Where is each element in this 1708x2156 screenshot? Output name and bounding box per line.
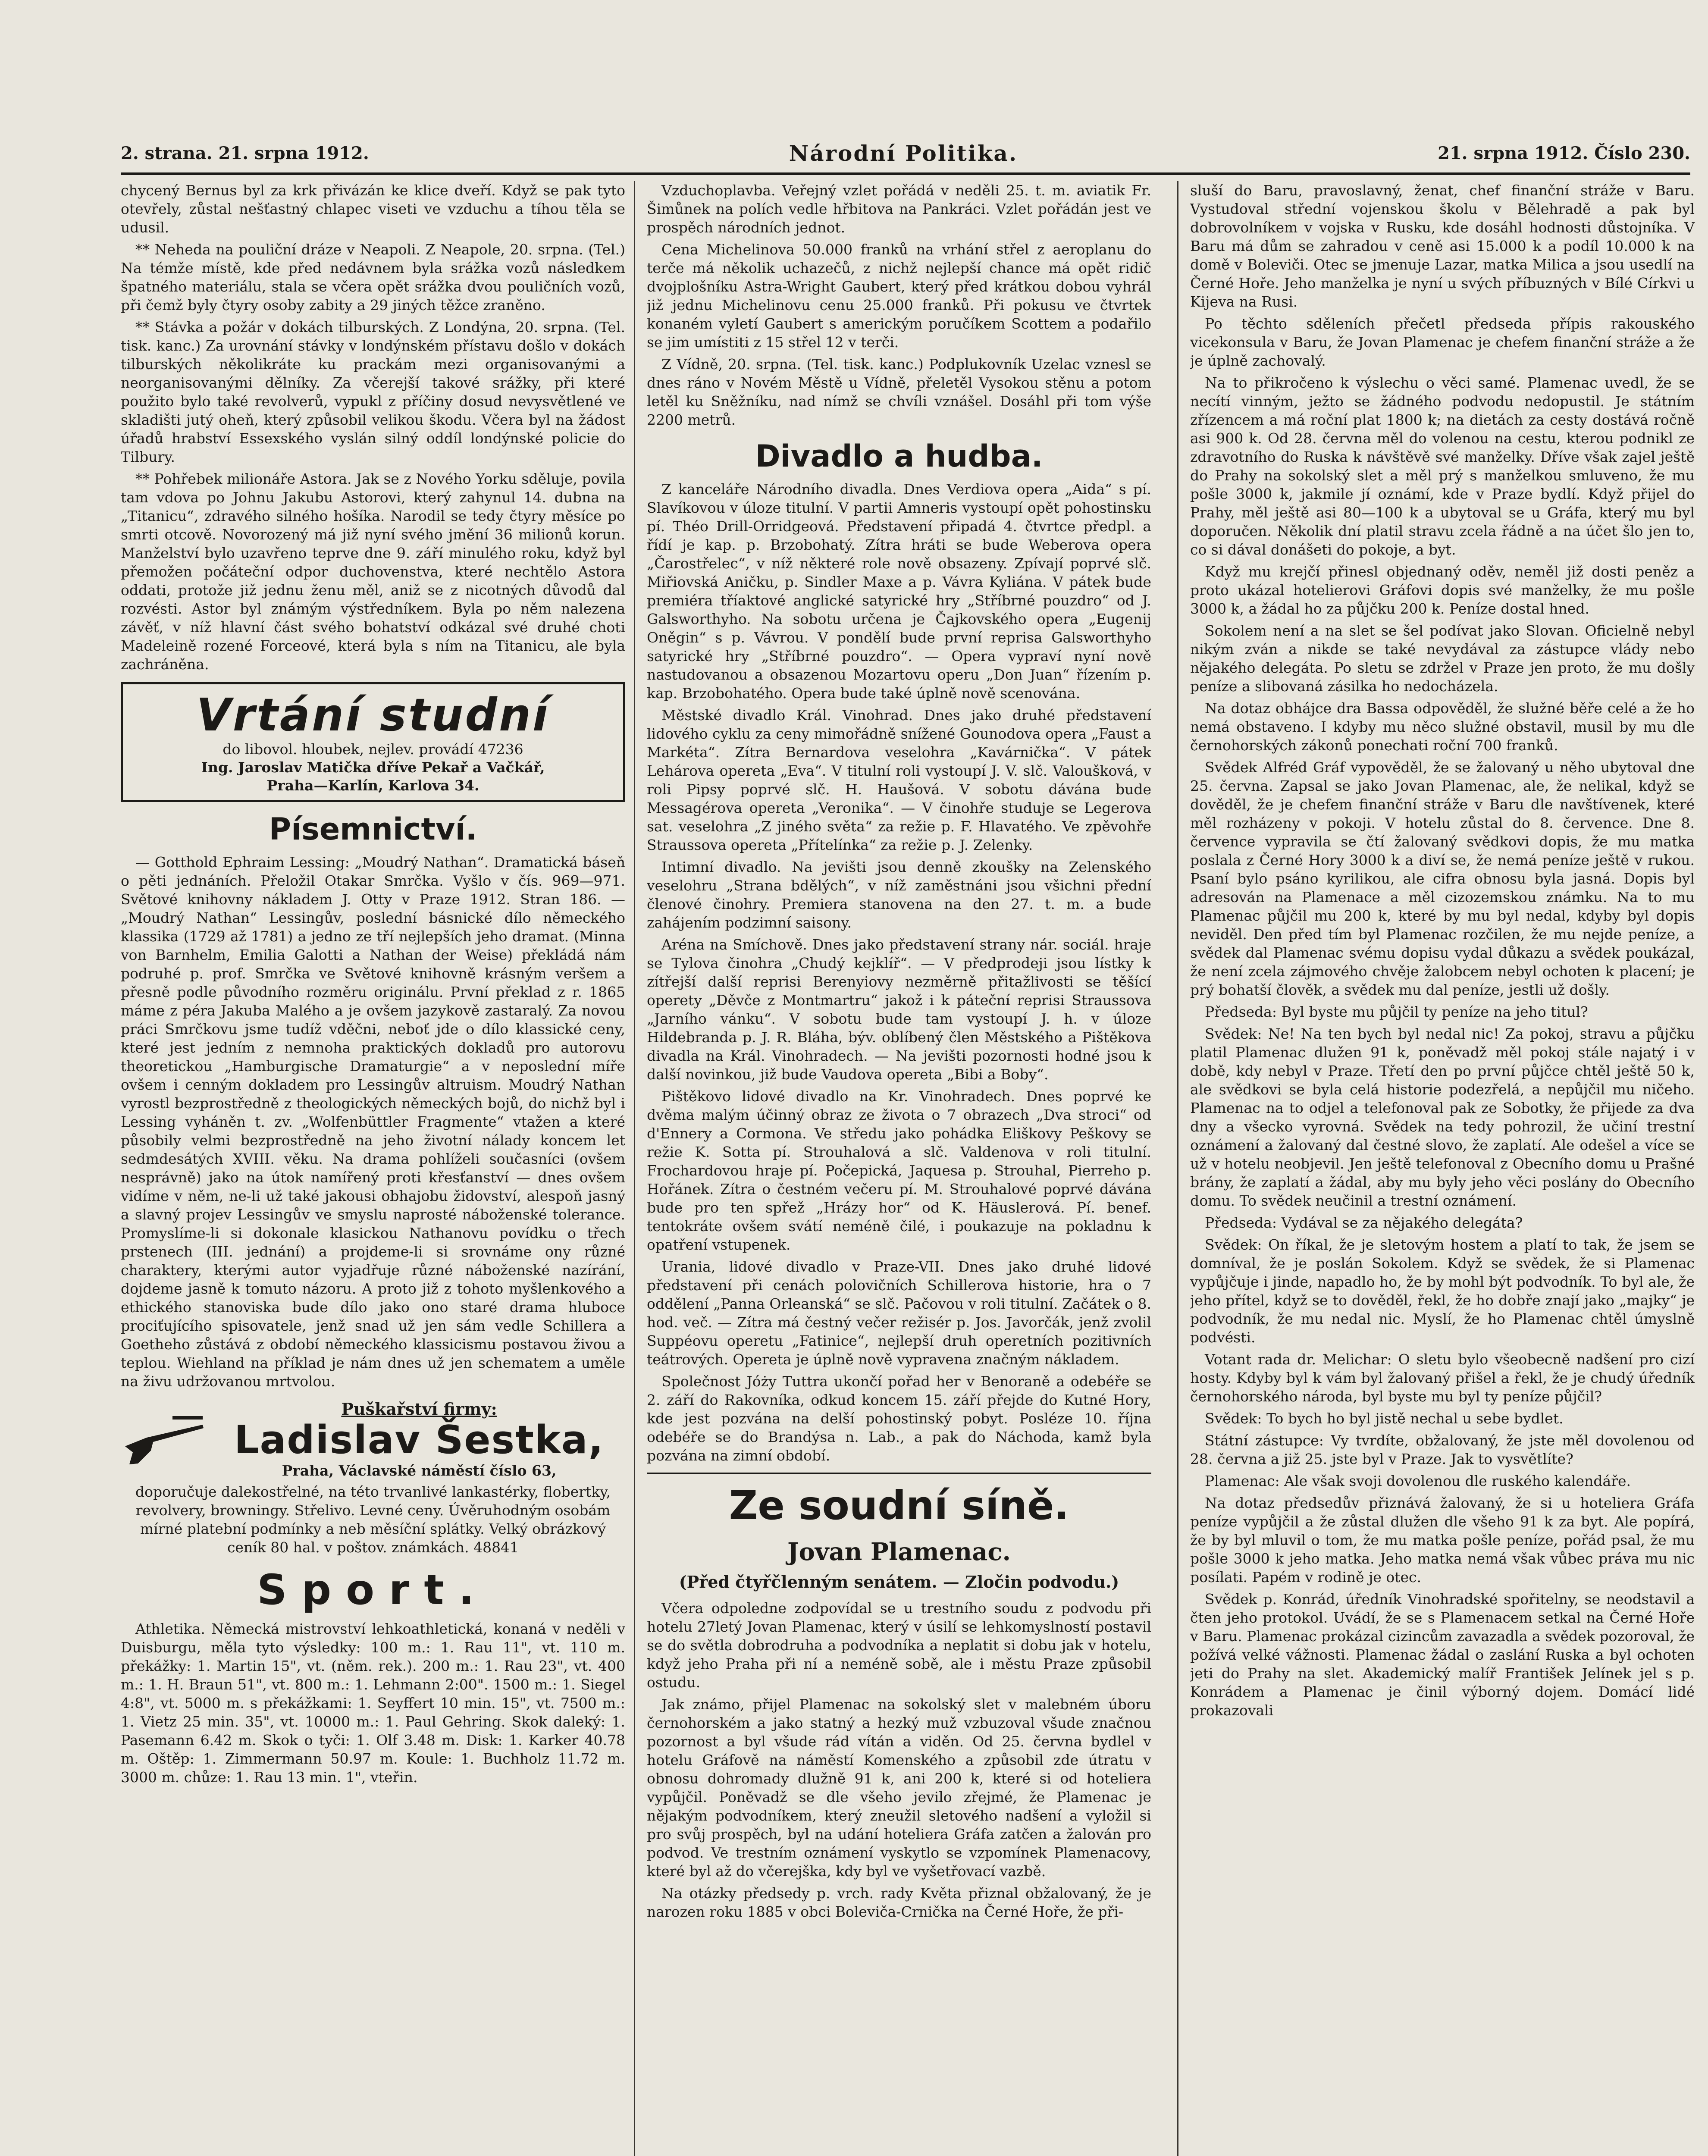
- article-paragraph: Jak známo, přijel Plamenac na sokolský slet v malebném úboru černohorském a jako statný a hezký muž vzbuzoval všude značnou pozornost a byl všude rád vítán a viděn. Od 25. června bydlel v hotelu Gráfově na náměstí Komenského a způsobil zde útratu v obnosu dohromady dlužně 91 k, ani 200 k, které si od hoteliera vypůjčil. Poněvadž se dle všeho jevilo zřejmé, že Plamenac je nějakým podvodníkem, který zneužil sletového nadšení a vyložil si pro svůj prospěch, byl na udání hoteliera Gráfa zatčen a žalován pro podvod. Ve trestním oznámení vyskytlo se vzpomínek Plamenacovy, které byl až do včerejška, kdy byl ve vyšetřovací vazbě.: [647, 1696, 1151, 1880]
- column-1: [121, 181, 625, 2156]
- article-paragraph: ** Neheda na pouliční dráze v Neapoli. Z Neapole, 20. srpna. (Tel.) Na témže místě, kde před nedávnem byla srážka vozů následkem špatného materiálu, stala se včera opět srážka dvou pouličních vozů, při čemž byly čtyry osoby zabity a 29 jiných těžce zraněno.: [121, 241, 625, 313]
- article-paragraph: sluší do Baru, pravoslavný, ženat, chef finanční stráže v Baru. Vystudoval střední vojenskou školu v Bělehradě a pak byl dobrovolníkem v vojska v Rusku, kde dosáhl hodnosti důstojníka. V Baru má dům se zahradou v ceně asi 15.000 k a podíl 10.000 k na domě v Boleviči. Otec se jmenuje Lazar, matka Milica a jsou usedlí na Černé Hoře. Jeho manželka je nyní u svých příbuzných v Bílé Církvi u Kijeva na Rusi.: [1190, 182, 1695, 310]
- article-paragraph: Když mu krejčí přinesl objednaný oděv, neměl již dosti peněz a proto ukázal hotelierovi Gráfovi dopis své manželky, že mu pošle 3000 k, a žádal ho za půjčku 200 k. Peníze dostal hned.: [1190, 563, 1695, 617]
- column-2: [647, 181, 1151, 2156]
- column-rule-2: [1177, 181, 1178, 2156]
- article-paragraph: ** Stávka a požár v dokách tilburských. Z Londýna, 20. srpna. (Tel. tisk. kanc.) Za urovnání stávky v londýnském přístavu došlo v dokách tilburských několikráte ku prackám mezi organisovanými a neorganisovanými dělníky. Za včerejší takové srážky, při které použito bylo také revolverů, vypukl z příčiny dosud nevysvětlené ve skladišti jutý oheň, který způsobil velikou škodu. Včera byl na žádost úřadů hrabství Essexského vyslán silný oddíl londýnské policie do Tilbury.: [121, 319, 625, 465]
- article-paragraph: Pištěkovo lidové divadlo na Kr. Vinohradech. Dnes poprvé ke dvěma malým účinný obraz ze života o 7 obrazech „Dva stroci“ od d'Ennery a Cormona. Ve středu jako pohádka Eliškovy Peškovy se režie K. Sotta pí. Strouhalová a slč. Valdenova v roli titulní. Frochardovou hraje pí. Počepická, Jaquesa p. Strouhal, Pierreho p. Hořánek. Zítra o čestném večeru pí. M. Strouhalové poprvé dávána bude pro ten spřež „Hrázy hor“ od K. Häuslerová. Pí. benef. tentokráte ovšem svátí neméně čilé, i poukazuje na pokladnu k opatření vstupenek.: [647, 1088, 1151, 1253]
- article-paragraph: Aréna na Smíchově. Dnes jako představení strany nár. sociál. hraje se Tylova činohra „Chudý kejklíř“. — V předprodeji jsou lístky k zítřejší další reprisi Berenyiovy nezměrně přitažlivosti se těšící operety „Děvče z Montmartru“ jakož i k páteční reprisi Straussova „Jarního vánku“. V sobotu bude tam vystoupí J. h. v úloze Hildebranda p. J. R. Bláha, býv. oblíbený člen Městského a Pištěkova divadla na Král. Vinohradech. — Na jevišti pozornosti hodné jsou k další novinkou, již bude Vaudova opereta „Bibi a Boby“.: [647, 936, 1151, 1083]
- article-paragraph: Státní zástupce: Vy tvrdíte, obžalovaný, že jste měl dovolenou od 28. června a již 25. jste byl v Praze. Jak to vysvětlíte?: [1190, 1432, 1695, 1467]
- section-heading-literature: Písemnictví.: [269, 812, 477, 847]
- masthead-left: 2. strana. 21. srpna 1912.: [121, 143, 369, 163]
- header-rule: [121, 172, 1690, 175]
- article-paragraph: Z Vídně, 20. srpna. (Tel. tisk. kanc.) Podplukovník Uzelac vznesl se dnes ráno v Novém Městě u Vídně, přeletěl Vysokou stěnu a potom letěl ku Sněžníku, nad nímž se chvíli vznášel. Dosáhl při tom výše 2200 metrů.: [647, 356, 1151, 428]
- article-paragraph: Svědek: On říkal, že je sletovým hostem a platí to tak, že jsem se domníval, že je poslán Sokolem. Když se svědek, že si Plamenac vypůjčuje i jinde, napadlo ho, že by mohl být podvodník. To byl ale, že jeho přítel, když se to dověděl, řekl, že ho dobře znají jako „majky“ je podvodník, že mu nedal nic. Myslí, že ho Plamenac chtěl úmyslně podvésti.: [1190, 1236, 1695, 1346]
- advert-gunsmith: [121, 1399, 625, 1480]
- article-paragraph: Na dotaz předsedův přiznává žalovaný, že si u hoteliera Gráfa peníze vypůjčil a že zůstal dlužen dle všeho 91 k za byt. Ale popírá, že by byl mluvil o tom, že mu matka pošle peníze, pořád psal, že mu pošle 3000 k jeho matka. Jeho matka nemá však vůbec práva mu nic posílati. Papém v rodině je otec.: [1190, 1495, 1695, 1586]
- advert-heading: Puškařství firmy:: [341, 1399, 497, 1419]
- masthead: [121, 138, 1690, 168]
- advert-address: Praha, Václavské náměstí číslo 63,: [282, 1462, 557, 1479]
- advert-well-drilling: [121, 682, 625, 802]
- article-paragraph: Svědek p. Konrád, úředník Vinohradské spořitelny, se neodstavil a čten jeho protokol. Uvádí, že se s Plamenacem setkal na Černé Hoře v Baru. Plamenac prokázal cizincům zavazadla a svědek pozoroval, že požívá velké vážnosti. Plamenac žádal o zaslání Ruska a byl ochoten jeti do Prahy na slet. Akademický malíř František Jelínek jel s p. Konrádem a Plamenac je činil výborný dojem. Domácí lidé prokazovali: [1190, 1591, 1695, 1719]
- advert-title: Vrtání studní: [196, 689, 550, 741]
- section-heading-court: Ze soudní síně.: [729, 1482, 1069, 1529]
- advert-company-name: Ladislav Šestka,: [234, 1417, 604, 1463]
- article-paragraph: Z kanceláře Národního divadla. Dnes Verdiova opera „Aida“ s pí. Slavíkovou v úloze titulní. V partii Amneris vystoupí opět pohostinsku pí. Théo Drill-Orridgeová. Představení připadá 4. čtvrtce předpl. a řídí je kap. p. Brzobohatý. Zítra hráti se bude Weberova opera „Čarostřelec“, v níž některé role nově obsazeny. Zpívají poprvé slč. Miřiovská Aničku, p. Sindler Maxe a p. Vávra Kyliána. V pátek bude premiéra tříaktové anglické satyrické hry „Stříbrné pouzdro“ od J. Galsworthyho. Na sobotu určena je Čajkovského opera „Eugenij Oněgin“ s p. Vávrou. V pondělí bude první reprisa Galsworthyho satyrické hry „Stříbrné pouzdro“. — Opera vypraví nyní nově nastudovanou a obsazenou Mozartovu operu „Don Juan“ řízením p. kap. Brzobohatého. Opera bude také úplně nově scenována.: [647, 481, 1151, 702]
- article-paragraph: Plamenac: Ale však svoji dovolenou dle ruského kalendáře.: [1205, 1473, 1631, 1489]
- article-paragraph: Cena Michelinova 50.000 franků na vrhání střel z aeroplanu do terče má několik uchazečů, z nichž nejlepší chance má opět ridič dvojplošníku Astra-Wright Gaubert, který před krátkou dobou vyhrál již jednu Michelinovu cenu 25.000 franků. Při pokusu ve čtvrtek konaném vyletí Gaubert s americkým poručíkem Scottem a podařilo se jim umístiti z 15 střel 12 v terči.: [647, 241, 1151, 351]
- article-paragraph: Svědek: Ne! Na ten bych byl nedal nic! Za pokoj, stravu a půjčku platil Plamenac dlužen 91 k, poněvadž měl pokoj stále najatý i v době, kdy nebyl v Praze. Třetí den po první půjčce chtěl ještě 50 k, ale svědkovi se byla celá historie podezřelá, a nepůjčil mu ničeho. Plamenac na to odjel a telefonoval pak ze Sobotky, že přijede za dva dny a všecko vyrovná. Svědek na tedy pohrozil, že učiní trestní oznámení a žalovaný dal čestné slovo, že zaplatí. Ale odešel a více se už v hotelu neobjevil. Jen ještě telefonoval z Obecního domu u Prašné brány, že zaplatí a žádal, aby mu byly jeho věci poslány do Obecního domu. To svědek neučinil a trestní oznámení.: [1190, 1025, 1695, 1209]
- article-paragraph: Urania, lidové divadlo v Praze-VII. Dnes jako druhé lidové představení při cenách polovičních Schillerova historie, hra o 7 oddělení „Panna Orleanská“ se slč. Pačovou v roli titulní. Začátek o 8. hod. več. — Zítra má čestný večer režisér p. Jos. Javorčák, jenž zvolil Suppéovu operetu „Fatinice“, nejlepší druh operetních pozitivních teátrových. Opereta je úplně nově vypravena značným nákladem.: [647, 1258, 1151, 1368]
- article-paragraph: Po těchto sděleních přečetl předseda přípis rakouského vicekonsula v Baru, že Jovan Plamenac je chefem finanční stráže a že je úplně zachovalý.: [1190, 315, 1695, 369]
- article-paragraph: ** Pohřebek milionáře Astora. Jak se z Nového Yorku sděluje, povila tam vdova po Johnu Jakubu Astorovi, který zahynul 14. dubna na „Titanicu“, zdravého silného hošíka. Narodil se tedy čtyry měsíce po smrti otcově. Novorozený má již nyní svého jmění 36 milionů korun. Manželství bylo uzavřeno teprve dne 9. září minulého roku, když byl přemožen počáteční odpor duchovenstva, které nechtělo Astora oddati, protože již jednu ženu měl, aniž se z nicotných důvodů dal rozvésti. Astor byl známým výstředníkem. Byla po něm nalezena závěť, v níž hlavní část svého bohatství odkázal své druhé choti Madeleině rozené Forceové, která byla s ním na Titanicu, ale byla zachráněna.: [121, 470, 625, 673]
- advert-line: Ing. Jaroslav Matička dříve Pekař a Vačkář,: [201, 759, 545, 776]
- section-heading-theatre: Divadlo a hudba.: [755, 439, 1043, 474]
- article-paragraph: Předseda: Byl byste mu půjčil ty peníze na jeho titul?: [1205, 1003, 1588, 1020]
- rifle-icon: [121, 1407, 207, 1472]
- masthead-right: 21. srpna 1912. Číslo 230.: [1438, 143, 1690, 163]
- masthead-title: Národní Politika.: [789, 140, 1018, 166]
- article-paragraph: Na dotaz obhájce dra Bassa odpověděl, že služné běře celé a že ho nemá obstaveno. I kdyby mu něco služné obstavil, musil by mu dle černohorských zákonů ponechati roční 700 franků.: [1190, 700, 1695, 754]
- article-paragraph: Včera odpoledne zodpovídal se u trestního soudu z podvodu při hotelu 27letý Jovan Plamenac, který v úsilí se lehkomyslností postavil se do světla dobrodruha a podvodníka a neplatit si dobu jak v hotelu, když jeho Praha při ní a neméně sobě, ale i městu Praze způsobil ostudu.: [647, 1600, 1151, 1691]
- article-paragraph: Athletika. Německá mistrovství lehkoathletická, konaná v neděli v Duisburgu, měla tyto výsledky: 100 m.: 1. Rau 11", vt. 110 m. překážky: 1. Martin 15", vt. (něm. rek.). 200 m.: 1. Rau 23", vt. 400 m.: 1. H. Braun 51", vt. 800 m.: 1. Lehmann 2:00". 1500 m.: 1. Siegel 4:8", vt. 5000 m. s překážkami: 1. Seyffert 10 min. 15", vt. 7500 m.: 1. Vietz 25 min. 35", vt. 10000 m.: 1. Paul Gehring. Skok daleký: 1. Pasemann 6.42 m. Skok o tyči: 1. Olf 3.48 m. Disk: 1. Karker 40.78 m. Oštěp: 1. Zimmermann 50.97 m. Koule: 1. Buchholz 11.72 m. 3000 m. chůze: 1. Rau 13 min. 1", vteřin.: [121, 1620, 625, 1786]
- article-subheading: Jovan Plamenac.: [787, 1538, 1011, 1566]
- section-divider: [647, 1473, 1151, 1474]
- article-paragraph: Předseda: Vydával se za nějakého delegáta?: [1205, 1214, 1523, 1231]
- article-paragraph: Sokolem není a na slet se šel podívat jako Slovan. Oficielně nebyl nikým zván a nikde se také nevydával za zástupce vlády nebo nějakého delegáta. Po sletu se zdržel v Praze jen proto, že mu došly peníze a slibovaná zásilka ho nedocházela.: [1190, 622, 1695, 695]
- article-subheading-note: (Před čtyřčlenným senátem. — Zločin podvodu.): [679, 1572, 1119, 1592]
- column-3: [1190, 181, 1695, 2156]
- article-paragraph: Svědek Alfréd Gráf vypověděl, že se žalovaný u něho ubytoval dne 25. června. Zapsal se jako Jovan Plamenac, ale, že nelikal, když se dověděl, že je chefem finanční stráže v Baru dle navštívenek, které měl rozházeny v pokoji. V hotelu zůstal do 8. července. Dne 8. července vypravila se čtí žalovaný svědkovi dopis, že mu matka poslala z Černé Hory 3000 k a diví se, že nemá peníze ještě v rukou. Psaní bylo psáno kyrilikou, ale cifra obnosu byla jasná. Dopis byl adresován na Plamenace a měl cizozemskou známku. Na to mu Plamenac půjčil mu 200 k, které by mu byl nedal, kdyby byl dopis neviděl. Den před tím byl Plamenac rozčilen, že mu nejde peníze, a svědek dal Plamenac svému dopisu vydal důkazu a svědek poukázal, že není zcela zájmového chvěje žalobcem nebyl ochoten k placení; je prý bohatší člověk, a svědek mu dal peníze, jestli už došly.: [1190, 759, 1695, 998]
- advert-line: Praha—Karlín, Karlova 34.: [266, 777, 479, 794]
- article-paragraph: Na to přikročeno k výslechu o věci samé. Plamenac uvedl, že se necítí vinným, ježto se žádného podvodu nedopustil. Je státním zřízencem a má roční plat 1800 k; na dietách za cesty dostává ročně asi 900 k. Od 28. června měl do volenou na cestu, kterou podnikl ze zdravotního do Ruska k návštěvě své manželky. Dříve však zajel ještě do Prahy na sokolský slet a měl prý s manželkou smluveno, že mu pošle 3000 k, jakmile jí oznámí, kde v Praze bydlí. Když přijel do Prahy, měl ještě asi 80—100 k a ubytoval se u Gráfa, který mu byl doporučen. Několik dní platil stravu zcela řádně a na účet šlo jen to, co si dával donášeti do pokoje, a byt.: [1190, 374, 1695, 558]
- section-heading-sport: Sport.: [257, 1566, 489, 1614]
- advert-text: doporučuje dalekostřelné, na této trvanlivé lankastérky, flobertky, revolvery, browningy. Střelivo. Levné ceny. Úvěruhodným osobám mírné platební podmínky a neb měsíční splátky. Velký obrázkový ceník 80 hal. v poštov. známkách. 48841: [135, 1483, 611, 1556]
- article-paragraph: chycený Bernus byl za krk přivázán ke klice dveří. Když se pak tyto otevřely, zůstal nešťastný chlapec viseti ve vzduchu a tíhou těla se udusil.: [121, 182, 625, 236]
- article-paragraph: Votant rada dr. Melichar: O sletu bylo všeobecně nadšení pro cizí hosty. Kdyby byl k vám byl žalovaný přišel a řekl, že je chudý úředník černohorského národa, byl byste mu byl ty peníze půjčil?: [1190, 1351, 1695, 1405]
- advert-line: do libovol. hloubek, nejlev. provádí 47236: [223, 741, 523, 758]
- article-paragraph: Na otázky předsedy p. vrch. rady Květa přiznal obžalovaný, že je narozen roku 1885 v obci Boleviča-Crnička na Černé Hoře, že při-: [647, 1885, 1151, 1920]
- column-rule-1: [634, 181, 635, 2156]
- article-paragraph: Intimní divadlo. Na jevišti jsou denně zkoušky na Zelenského veselohru „Strana bdělých“, v níž zaměstnáni jsou všichni přední členové činohry. Premiera stanovena na den 27. t. m. a bude zahájením podzimní saisony.: [647, 859, 1151, 931]
- article-paragraph: — Gotthold Ephraim Lessing: „Moudrý Nathan“. Dramatická báseň o pěti jednáních. Přeložil Otakar Smrčka. Vyšlo v čís. 969—971. Světové knihovny nákladem J. Otty v Praze 1912. Stran 186. — „Moudrý Nathan“ Lessingův, poslední básnické dílo německého klassika (1729 až 1781) a jedno ze tří nejlepších jeho dramat. (Minna von Barnhelm, Emilia Galotti a Nathan der Weise) překládá nám podruhé p. prof. Smrčka ve Světové knihovně krásným veršem a přesně podle původního rozměru originálu. První překlad z r. 1865 máme z péra Jakuba Malého a je ovšem jazykově zastaralý. Za novou práci Smrčkovu jsme tudíž vděčni, neboť jde o dílo klassické ceny, které jest jedním z nemnoha praktických dokladů pro autorovu theoretickou „Hamburgische Dramaturgie“ a v neposlední míře ovšem i cenným dokladem pro Lessingův altruism. Moudrý Nathan vyrostl bezprostředně z theologických německých bojů, do nichž byl i Lessing vyháněn t. zv. „Wolfenbüttler Fragmente“ vtažen a které působily velmi bezprostředně na jeho životní nálady koncem let sedmdesátých XVIII. věku. Na drama pohlíželi současníci (ovšem nesprávně) jako na útok namířený proti křesťanství — dnes ovšem vidíme v něm, ne-li už také jakousi obhajobu židovství, alespoň jasný a slavný projev Lessingův ve smyslu naprosté náboženské tolerance. Promyslíme-li si dokonale klasickou Nathanovu povídku o třech prstenech (III. jednání) a projdeme-li si srovnáme ony různé charaktery, kterými autor vyjadřuje různé náboženské nazírání, dojdeme jasně k tomuto názoru. A proto již z tohoto myšlenkového a ethického stanoviska bude dílo jako ono staré drama hluboce prociťujícího spisovatele, jenž snad už jen sám vedle Schillera a Goetheho zůstává z období německého klassicismu postavou živou a teplou. Wiehland na příklad je nám dnes už jen schematem a uměle na živu udržovanou mrtvolou.: [121, 854, 625, 1390]
- article-paragraph: Svědek: To bych ho byl jistě nechal u sebe bydlet.: [1205, 1410, 1564, 1427]
- article-paragraph: Vzduchoplavba. Veřejný vzlet pořádá v neděli 25. t. m. aviatik Fr. Šimůnek na polích vedle hřbitova na Pankráci. Vzlet pořádán jest ve prospěch národních jednot.: [647, 182, 1151, 236]
- article-paragraph: Společnost Jóży Tuttra ukončí pořad her v Benoraně a odebéře se 2. září do Rakovníka, odkud koncem 15. září přejde do Kutné Hory, kde jest pozvána na delší pohostinský pobyt. Posléze 10. října odebéře se do Brandýsa n. Lab., a pak do Náchoda, kamž byla pozvána na zimní období.: [647, 1373, 1151, 1464]
- article-paragraph: Městské divadlo Král. Vinohrad. Dnes jako druhé představení lidového cyklu za ceny mimořádně snížené Gounodova opera „Faust a Markéta“. Zítra Bernardova veselohra „Kavárnička“. V pátek Lehárova opereta „Eva“. V titulní roli vystoupí J. V. slč. Valoušková, v roli Pipsy poprvé slč. H. Haušová. V sobotu dávána bude Messagérova opereta „Veronika“. — V činohře studuje se Legerova sat. veselohra „Z jiného světa“ za režie p. F. Hlavatého. Ve zpěvohře Straussova opereta „Přítelínka“ za režie p. J. Zelenky.: [647, 707, 1151, 853]
